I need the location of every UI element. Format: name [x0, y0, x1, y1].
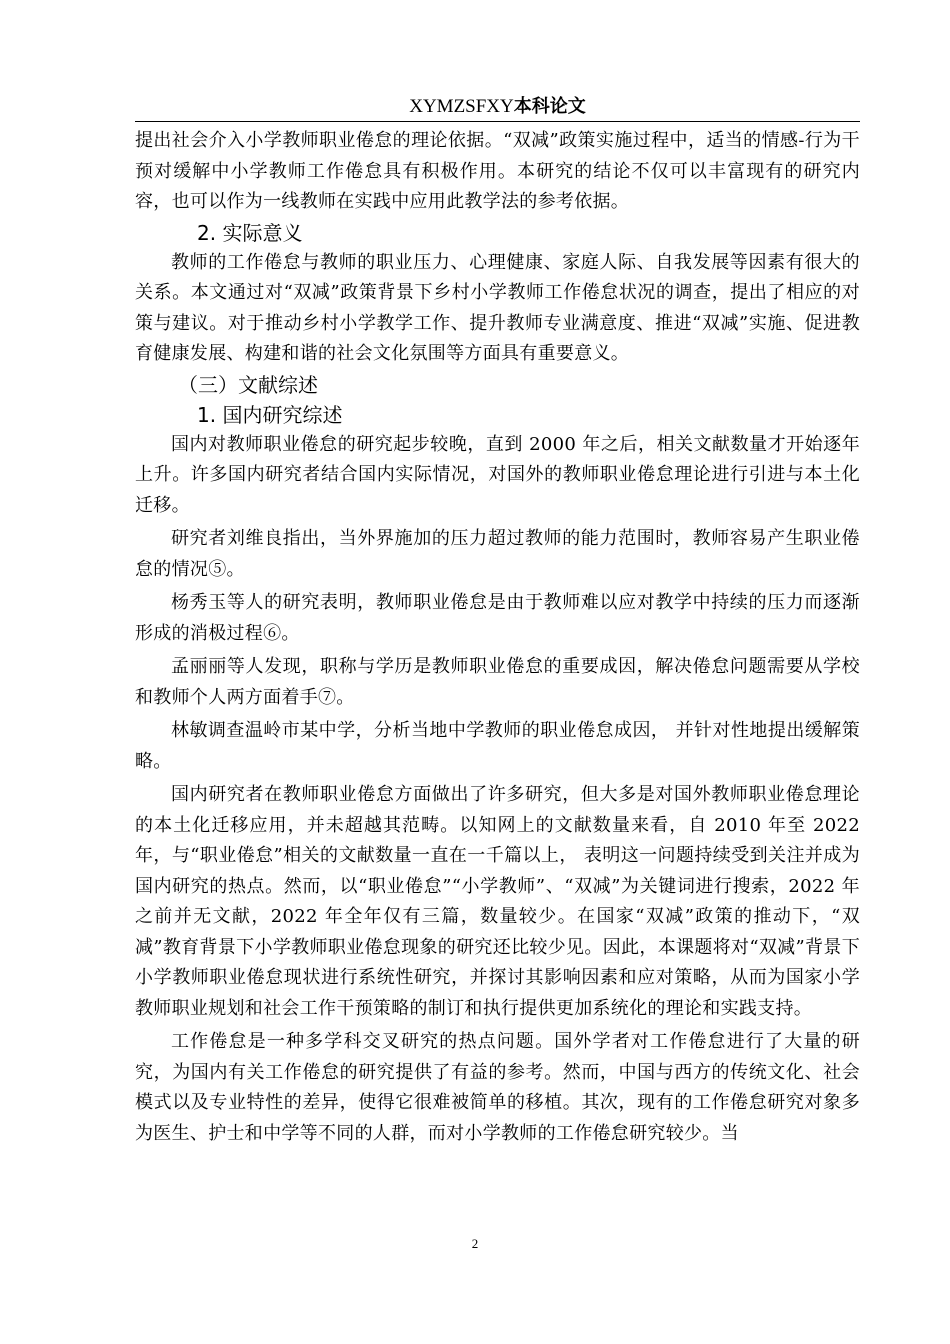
paragraph-lin-min: 林敏调查温岭市某中学，分析当地中学教师的职业倦怠成因， 并针对性地提出缓解策略。 [135, 720, 860, 772]
page-number: 2 [471, 1236, 479, 1251]
paragraph-burnout-interdisciplinary: 工作倦怠是一种多学科交叉研究的热点问题。国外学者对工作倦怠进行了大量的研究，为国内有关工作倦怠的研究提供了有益的参考。然而，中国与西方的传统文化、社会模式以及专业特性的差异，使得它很难被简单的移植。其次，现有的工作倦怠研究对象多为医生、护士和中学等不同的人群，而对小学教师的工作倦怠研究较少。当 [135, 1031, 860, 1144]
paragraph-liu-weiliang: 研究者刘维良指出，当外界施加的压力超过教师的能力范围时，教师容易产生职业倦怠的情况⑤。 [135, 528, 860, 580]
heading-domestic-review: 1. 国内研究综述 [197, 402, 343, 427]
header-divider [135, 121, 860, 122]
page-header [135, 94, 860, 120]
paragraph-practical-significance: 教师的工作倦怠与教师的职业压力、心理健康、家庭人际、自我发展等因素有很大的关系。本文通过对“双减”政策背景下乡村小学教师工作倦怠状况的调查，提出了相应的对策与建议。对于推动乡村小学教学工作、提升教师专业满意度、推进“双减”实施、促进教育健康发展、构建和谐的社会文化氛围等方面具有重要意义。 [135, 251, 860, 364]
paragraph-research-gap: 国内研究者在教师职业倦怠方面做出了许多研究，但大多是对国外教师职业倦怠理论的本土化迁移应用，并未超越其范畴。以知网上的文献数量来看，自 2010 年至 2022 年，与“职业倦怠”相关的文献数量一直在一千篇以上， 表明这一问题持续受到关注并成为国内研究的热点。然而，以“职业倦怠”“小学教师”、“双减”为关键词进行搜索，2022 年之前并无文献，2022 年全年仅有三篇，数量较少。在国家“双减”政策的推动下，“双减”教育背景下小学教师职业倦怠现象的研究还比较少见。因此，本课题将对“双减”背景下小学教师职业倦怠现状进行系统性研究，并探讨其影响因素和应对策略，从而为国家小学教师职业规划和社会工作干预策略的制订和执行提供更加系统化的理论和实践支持。 [135, 784, 860, 1019]
header-label: 本科论文 [513, 96, 586, 117]
heading-literature-review: （三）文献综述 [178, 372, 318, 397]
paragraph-meng-lili: 孟丽丽等人发现，职称与学历是教师职业倦怠的重要成因，解决倦怠问题需要从学校和教师个人两方面着手⑦。 [135, 656, 860, 708]
header-code: XYMZSFXY [409, 96, 514, 117]
document-body [135, 126, 860, 1149]
paragraph-theory-basis: 提出社会介入小学教师职业倦怠的理论依据。“双减”政策实施过程中，适当的情感-行为干预对缓解中小学教师工作倦怠具有积极作用。本研究的结论不仅可以丰富现有的研究内容，也可以作为一线教师在实践中应用此教学法的参考依据。 [135, 130, 860, 212]
heading-practical-significance: 2. 实际意义 [197, 220, 303, 245]
paragraph-domestic-overview: 国内对教师职业倦怠的研究起步较晚，直到 2000 年之后，相关文献数量才开始逐年上升。许多国内研究者结合国内实际情况，对国外的教师职业倦怠理论进行引进与本土化迁移。 [135, 433, 860, 516]
paragraph-yang-xiuyu: 杨秀玉等人的研究表明，教师职业倦怠是由于教师难以应对教学中持续的压力而逐渐形成的消极过程⑥。 [135, 592, 860, 644]
